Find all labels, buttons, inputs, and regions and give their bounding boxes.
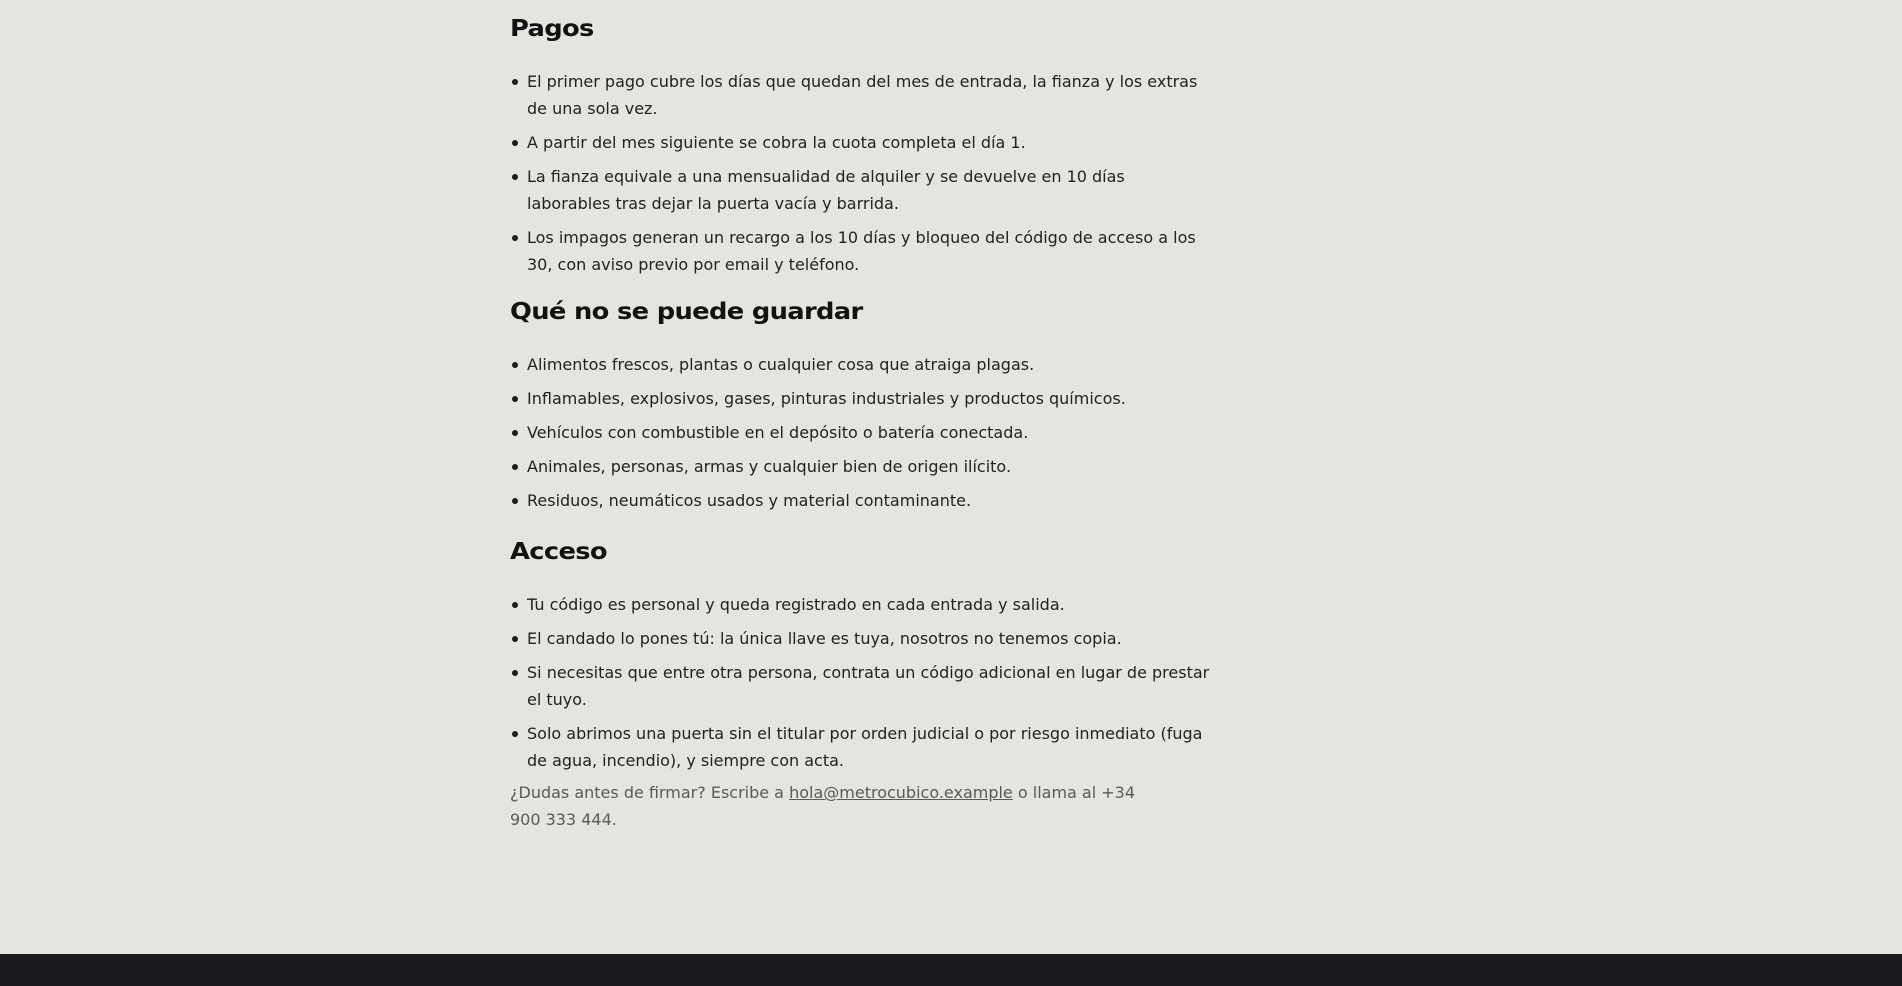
list-item: Los impagos generan un recargo a los 10 días y bloqueo del código de acceso a los 30, con aviso previo por email y teléfono. bbox=[510, 224, 1210, 278]
section-title-acceso: Acceso bbox=[510, 539, 607, 565]
site-footer bbox=[0, 954, 1902, 986]
contact-suffix: o llama al +34 900 333 444. bbox=[510, 783, 1136, 829]
list-item: Vehículos con combustible en el depósito o batería conectada. bbox=[510, 419, 1210, 446]
list-prohibidos bbox=[510, 351, 1210, 514]
list-acceso bbox=[510, 591, 1210, 774]
section-pagos bbox=[510, 15, 1210, 285]
list-item: Inflamables, explosivos, gases, pinturas industriales y productos químicos. bbox=[510, 385, 1210, 412]
section-prohibidos bbox=[510, 298, 1210, 521]
list-item: Tu código es personal y queda registrado en cada entrada y salida. bbox=[510, 591, 1210, 618]
contact-note bbox=[510, 779, 1150, 833]
list-item: A partir del mes siguiente se cobra la cuota completa el día 1. bbox=[510, 129, 1210, 156]
list-item: Solo abrimos una puerta sin el titular por orden judicial o por riesgo inmediato (fuga de agua, incendio), y siempre con acta. bbox=[510, 720, 1210, 774]
contact-email-link[interactable]: hola@metrocubico.example bbox=[789, 783, 1013, 802]
list-item: Residuos, neumáticos usados y material contaminante. bbox=[510, 487, 1210, 514]
list-item: El candado lo pones tú: la única llave es tuya, nosotros no tenemos copia. bbox=[510, 625, 1210, 652]
list-item: El primer pago cubre los días que quedan del mes de entrada, la fianza y los extras de una sola vez. bbox=[510, 68, 1210, 122]
list-item: La fianza equivale a una mensualidad de alquiler y se devuelve en 10 días laborables tras dejar la puerta vacía y barrida. bbox=[510, 163, 1210, 217]
list-pagos bbox=[510, 68, 1210, 278]
section-title-prohibidos: Qué no se puede guardar bbox=[510, 299, 863, 325]
section-title-pagos: Pagos bbox=[510, 16, 594, 42]
list-item: Si necesitas que entre otra persona, contrata un código adicional en lugar de prestar el tuyo. bbox=[510, 659, 1210, 713]
contact-prefix: ¿Dudas antes de firmar? Escribe a bbox=[510, 783, 790, 802]
list-item: Animales, personas, armas y cualquier bien de origen ilícito. bbox=[510, 453, 1210, 480]
section-acceso bbox=[510, 538, 1210, 781]
list-item: Alimentos frescos, plantas o cualquier cosa que atraiga plagas. bbox=[510, 351, 1210, 378]
